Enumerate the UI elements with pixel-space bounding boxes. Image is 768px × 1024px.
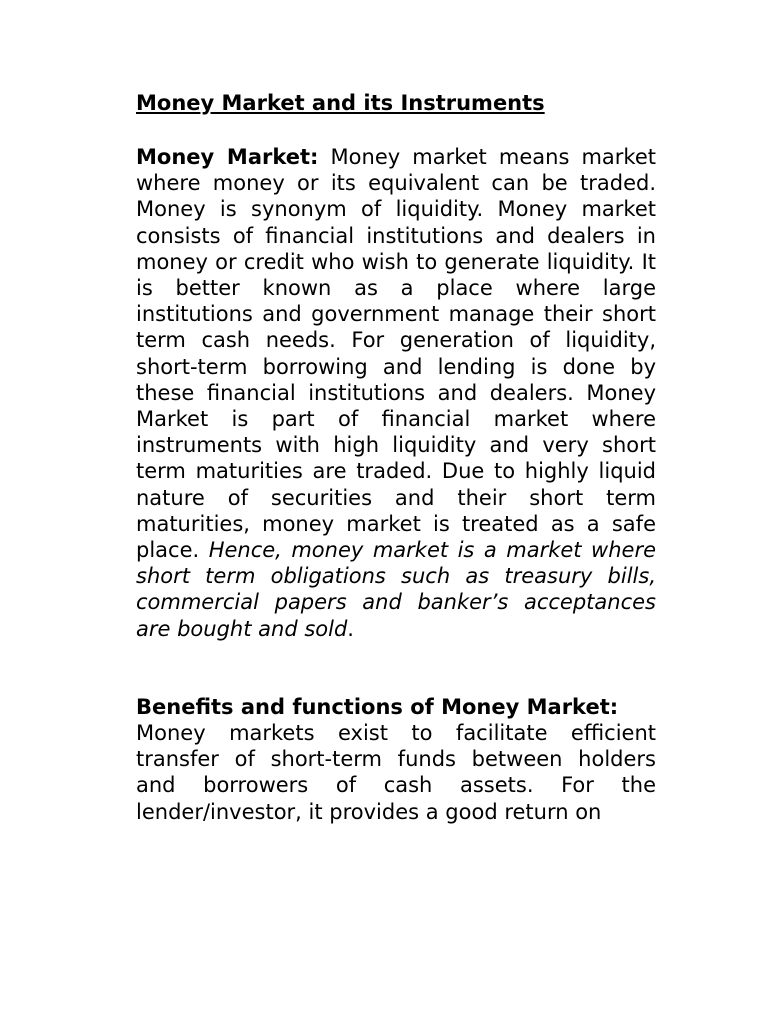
- benefits-heading: Benefits and functions of Money Market:: [136, 694, 619, 719]
- document-page: [136, 88, 656, 825]
- money-market-ending: .: [347, 616, 354, 641]
- money-market-paragraph: [136, 144, 656, 642]
- money-market-body: Money market means market where money or its equivalent can be traded. Money is synonym of liquidity. Money market consists of financial institutions and dealers in money or credit who wish to generate liquidity. It is better known as a place where large institutions and government manage their short term cash needs. For generation of liquidity, short-term borrowing and lending is done by these financial institutions and dealers. Money Market is part of financial market where instruments with high liquidity and very short term maturities are traded. Due to highly liquid nature of securities and their short term maturities, money market is treated as a safe place.: [136, 145, 656, 563]
- section-gap: [136, 642, 656, 694]
- money-market-heading: Money Market:: [136, 145, 319, 169]
- document-title: Money Market and its Instruments: [136, 91, 545, 115]
- money-market-emphasis: Hence, money market is a market where short term obligations such as treasury bills, commercial papers and banker’s acceptances are bought and sold: [136, 538, 656, 641]
- benefits-body: Money markets exist to facilitate efficient transfer of short-term funds between holders and borrowers of cash assets. For the lender/investor, it provides a good return on: [136, 721, 656, 824]
